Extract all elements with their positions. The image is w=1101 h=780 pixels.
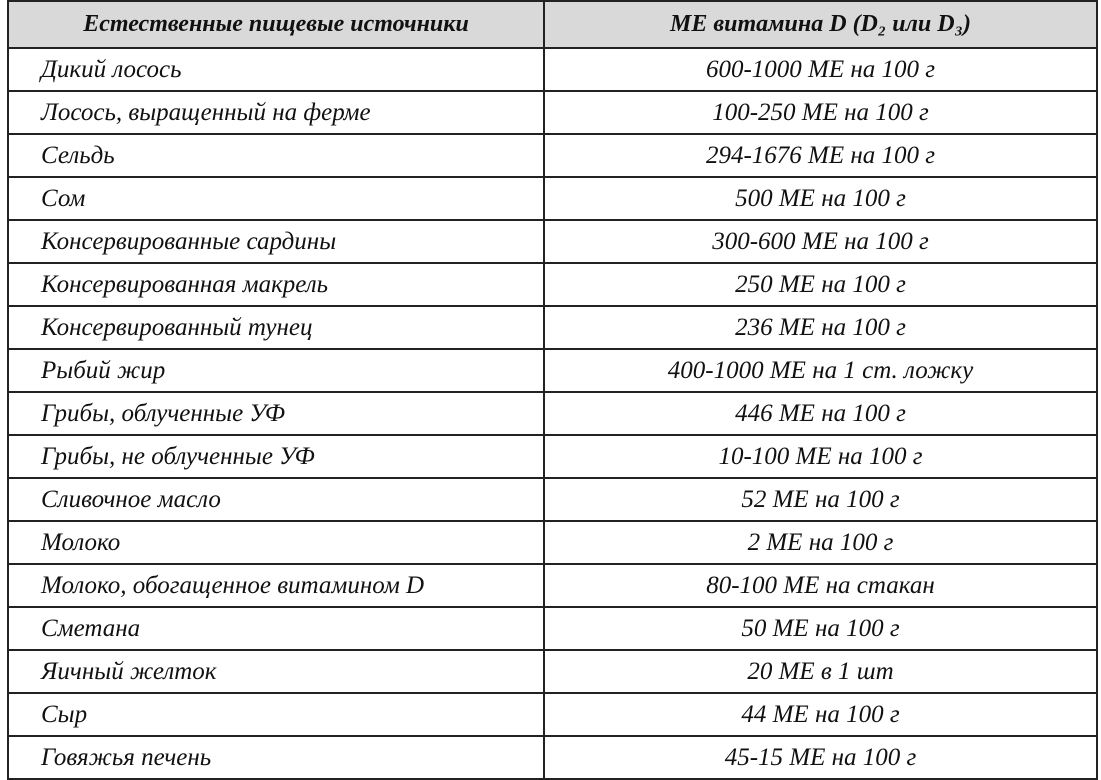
table-row bbox=[8, 306, 1097, 349]
value-cell: 294-1676 МЕ на 100 г bbox=[544, 134, 1097, 177]
table-row bbox=[8, 693, 1097, 736]
value-cell: 250 МЕ на 100 г bbox=[544, 263, 1097, 306]
table-body bbox=[8, 48, 1097, 779]
value-cell: 45-15 МЕ на 100 г bbox=[544, 736, 1097, 779]
table-row bbox=[8, 736, 1097, 779]
table-row bbox=[8, 177, 1097, 220]
source-cell: Рыбий жир bbox=[8, 349, 544, 392]
value-cell: 400-1000 МЕ на 1 ст. ложку bbox=[544, 349, 1097, 392]
source-cell: Грибы, облученные УФ bbox=[8, 392, 544, 435]
table-row bbox=[8, 220, 1097, 263]
value-cell: 52 МЕ на 100 г bbox=[544, 478, 1097, 521]
source-cell: Консервированный тунец bbox=[8, 306, 544, 349]
table-row bbox=[8, 564, 1097, 607]
source-cell: Грибы, не облученные УФ bbox=[8, 435, 544, 478]
value-cell: 100-250 МЕ на 100 г bbox=[544, 91, 1097, 134]
source-cell: Лосось, выращенный на ферме bbox=[8, 91, 544, 134]
source-cell: Сыр bbox=[8, 693, 544, 736]
table-row bbox=[8, 650, 1097, 693]
table-row bbox=[8, 91, 1097, 134]
value-cell: 446 МЕ на 100 г bbox=[544, 392, 1097, 435]
header-value: МЕ витамина D (D₂ или D₃) bbox=[544, 1, 1097, 48]
value-cell: 80-100 МЕ на стакан bbox=[544, 564, 1097, 607]
header-row bbox=[8, 1, 1097, 48]
table-row bbox=[8, 607, 1097, 650]
source-cell: Сельдь bbox=[8, 134, 544, 177]
source-cell: Сом bbox=[8, 177, 544, 220]
value-cell: 50 МЕ на 100 г bbox=[544, 607, 1097, 650]
table-header bbox=[8, 1, 1097, 48]
source-cell: Молоко bbox=[8, 521, 544, 564]
value-cell: 300-600 МЕ на 100 г bbox=[544, 220, 1097, 263]
source-cell: Сливочное масло bbox=[8, 478, 544, 521]
source-cell: Консервированная макрель bbox=[8, 263, 544, 306]
value-cell: 44 МЕ на 100 г bbox=[544, 693, 1097, 736]
table-row bbox=[8, 263, 1097, 306]
table-row bbox=[8, 435, 1097, 478]
table-row bbox=[8, 48, 1097, 91]
value-cell: 20 МЕ в 1 шт bbox=[544, 650, 1097, 693]
header-source: Естественные пищевые источники bbox=[8, 1, 544, 48]
value-cell: 236 МЕ на 100 г bbox=[544, 306, 1097, 349]
source-cell: Яичный желток bbox=[8, 650, 544, 693]
table-row bbox=[8, 392, 1097, 435]
value-cell: 2 МЕ на 100 г bbox=[544, 521, 1097, 564]
value-cell: 10-100 МЕ на 100 г bbox=[544, 435, 1097, 478]
source-cell: Говяжья печень bbox=[8, 736, 544, 779]
source-cell: Молоко, обогащенное витамином D bbox=[8, 564, 544, 607]
source-cell: Консервированные сардины bbox=[8, 220, 544, 263]
value-cell: 500 МЕ на 100 г bbox=[544, 177, 1097, 220]
source-cell: Сметана bbox=[8, 607, 544, 650]
table-row bbox=[8, 134, 1097, 177]
table-row bbox=[8, 521, 1097, 564]
table-row bbox=[8, 349, 1097, 392]
source-cell: Дикий лосось bbox=[8, 48, 544, 91]
value-cell: 600-1000 МЕ на 100 г bbox=[544, 48, 1097, 91]
vitamin-d-sources-table bbox=[7, 0, 1098, 780]
table-row bbox=[8, 478, 1097, 521]
